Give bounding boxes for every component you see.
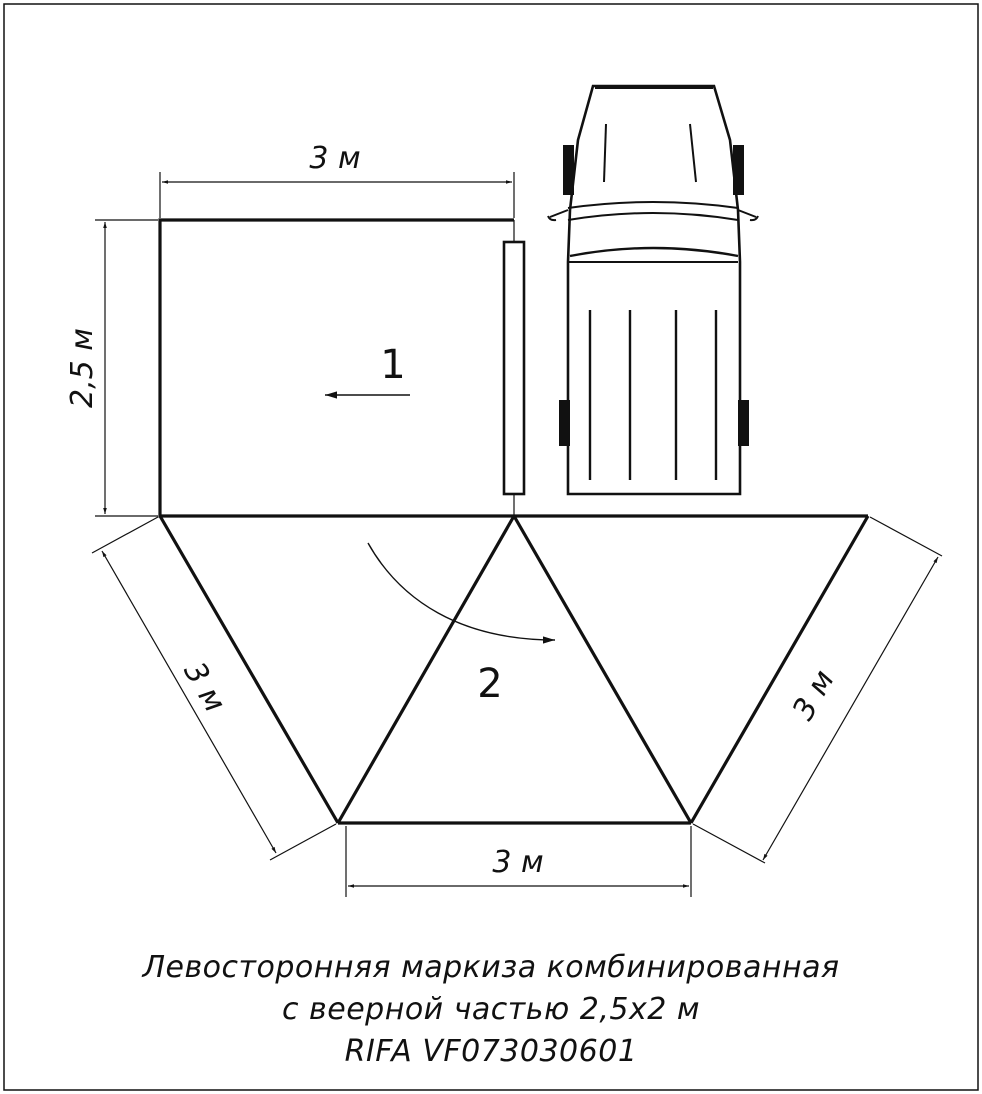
dimension-left-height — [65, 220, 158, 516]
dimension-left-fan-side — [92, 517, 336, 860]
caption-line-3: RIFA VF073030601 — [344, 1034, 638, 1069]
rotation-arrow — [368, 543, 555, 640]
dimension-top-width-label: 3 м — [309, 141, 361, 176]
rectangular-awning-section — [160, 220, 524, 516]
dimension-bottom-width-label: 3 м — [492, 845, 544, 880]
caption-line-1: Левосторонняя маркиза комбинированная — [142, 950, 840, 985]
awning-roll-case — [504, 242, 524, 494]
dimension-top-width — [160, 141, 514, 218]
caption-line-2: с веерной частью 2,5х2 м — [282, 992, 700, 1027]
dimension-left-fan-side-label: 3 м — [176, 656, 233, 719]
drawing-frame — [4, 4, 978, 1090]
dimension-bottom-width — [346, 826, 691, 897]
section-1-number: 1 — [380, 342, 406, 388]
dimension-right-fan-side-label: 3 м — [785, 664, 842, 727]
dimension-right-fan-side — [693, 517, 942, 863]
section-2-number: 2 — [477, 661, 503, 707]
dimension-left-height-label: 2,5 м — [65, 328, 100, 408]
car-top-view — [548, 86, 758, 494]
fan-awning-section — [160, 516, 868, 823]
